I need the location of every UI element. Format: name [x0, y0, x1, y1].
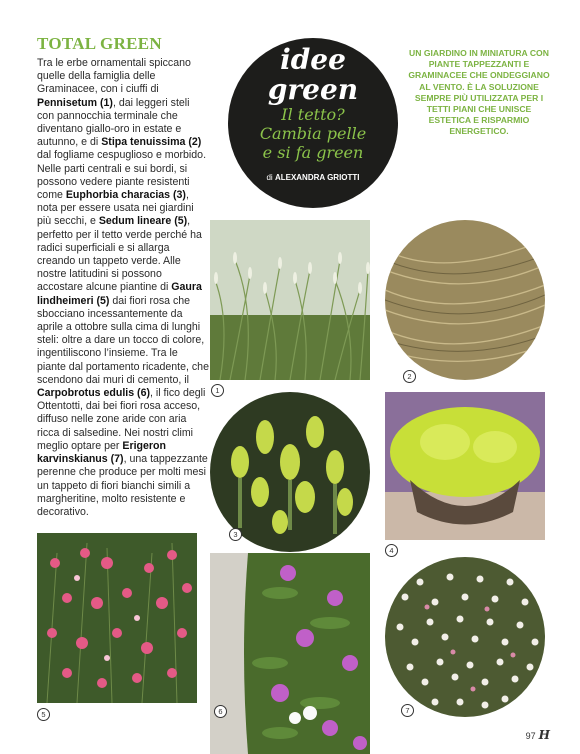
photo-number-4: 4 — [385, 544, 398, 557]
plant-name: Erigeron karvinskianus (7) — [37, 439, 166, 466]
plant-name: Stipa tenuissima (2) — [101, 136, 202, 149]
byline-name: ALEXANDRA GRIOTTI — [274, 173, 360, 182]
body-text-run: dai fiori rosa che sbocciano incessantemente da aprile a ottobre sulla cima di lunghi steli: oltre a dare un tocco di colore, ingentiliscono l’insieme. Tra le piante dal portamento ricadente, che scendono dai muri di cemento, il — [37, 294, 209, 386]
photo-stipa — [385, 220, 545, 380]
section-title: TOTAL GREEN — [37, 34, 163, 53]
header-title-line2: green — [267, 73, 359, 106]
body-text-run: , nota per essere usata nei giardini più secchi, e — [37, 189, 194, 228]
body-text-run: dal fogliame cespuglioso e morbido. Nelle parti centrali e sui bordi, si possono vedere piante resistenti come — [37, 149, 207, 202]
header-subtitle-line3: e si fa green — [262, 143, 364, 162]
photo-number-6: 6 — [214, 705, 227, 718]
plant-name: Gaura lindheimeri (5) — [37, 281, 202, 307]
photo-number-2: 2 — [403, 370, 416, 383]
plant-name: Euphorbia characias (3) — [65, 189, 186, 202]
photo-number-5: 5 — [37, 708, 50, 721]
byline-prefix: di — [266, 173, 273, 182]
body-text-run: , una tappezzante perenne che produce per molti mesi un tappeto di fiori bianchi simili a margheritine, molto resistente e decorativo. — [37, 453, 208, 518]
folio — [526, 728, 550, 742]
byline — [228, 173, 398, 182]
header-subtitle-line2: Cambia pelle — [259, 124, 367, 143]
body-text-run: , il fico degli Ottentotti, dai bei fiori rosa acceso, diffuso nelle zone aride con aria ricca di salsedine. Nei nostri climi meglio optare per — [37, 387, 206, 452]
photo-sedum — [385, 392, 545, 540]
header-circle — [228, 38, 398, 208]
header-title-line1: idee — [280, 43, 346, 76]
photo-number-7: 7 — [401, 704, 414, 717]
body-text-run: , perfetto per il tetto verde perché ha radici superficiali e si allarga creando un tappeto verde. Alle nostre latitudini si possono accostare alcune piantine di — [37, 215, 202, 294]
body-text-run: Tra le erbe ornamentali spiccano quelle della famiglia delle Graminacee, con i ciuffi di — [37, 57, 191, 96]
photo-gaura — [37, 533, 197, 703]
page-number: 97 — [525, 731, 536, 741]
header-subtitle — [228, 105, 398, 162]
photo-erigeron — [385, 557, 545, 717]
article-paragraph — [37, 57, 209, 519]
pullquote: UN GIARDINO IN MINIATURA CON PIANTE TAPPEZZANTI E GRAMINACEE CHE ONDEGGIANO AL VENTO. È LA SOLUZIONE SEMPRE PIÙ UTILIZZATA PER I TETTI PIANI CHE UNISCE ESTETICA E RISPARMIO ENERGETICO. — [408, 48, 550, 137]
plant-name: Pennisetum (1) — [37, 96, 113, 109]
magazine-logo: H — [538, 728, 550, 742]
header-title — [228, 45, 398, 105]
article-body — [37, 57, 209, 519]
photo-pennisetum — [210, 220, 370, 380]
plant-name: Carpobrotus edulis (6) — [37, 387, 151, 400]
plant-name: Sedum lineare (5) — [98, 215, 188, 228]
header-subtitle-line1: Il tetto? — [281, 105, 345, 124]
photo-number-1: 1 — [211, 384, 224, 397]
photo-number-3: 3 — [229, 528, 242, 541]
photo-carpobrotus — [210, 553, 370, 754]
body-text-run: , dai leggeri steli con pannocchia terminale che diventano giallo-oro in estate e autunno, e di — [37, 96, 190, 149]
